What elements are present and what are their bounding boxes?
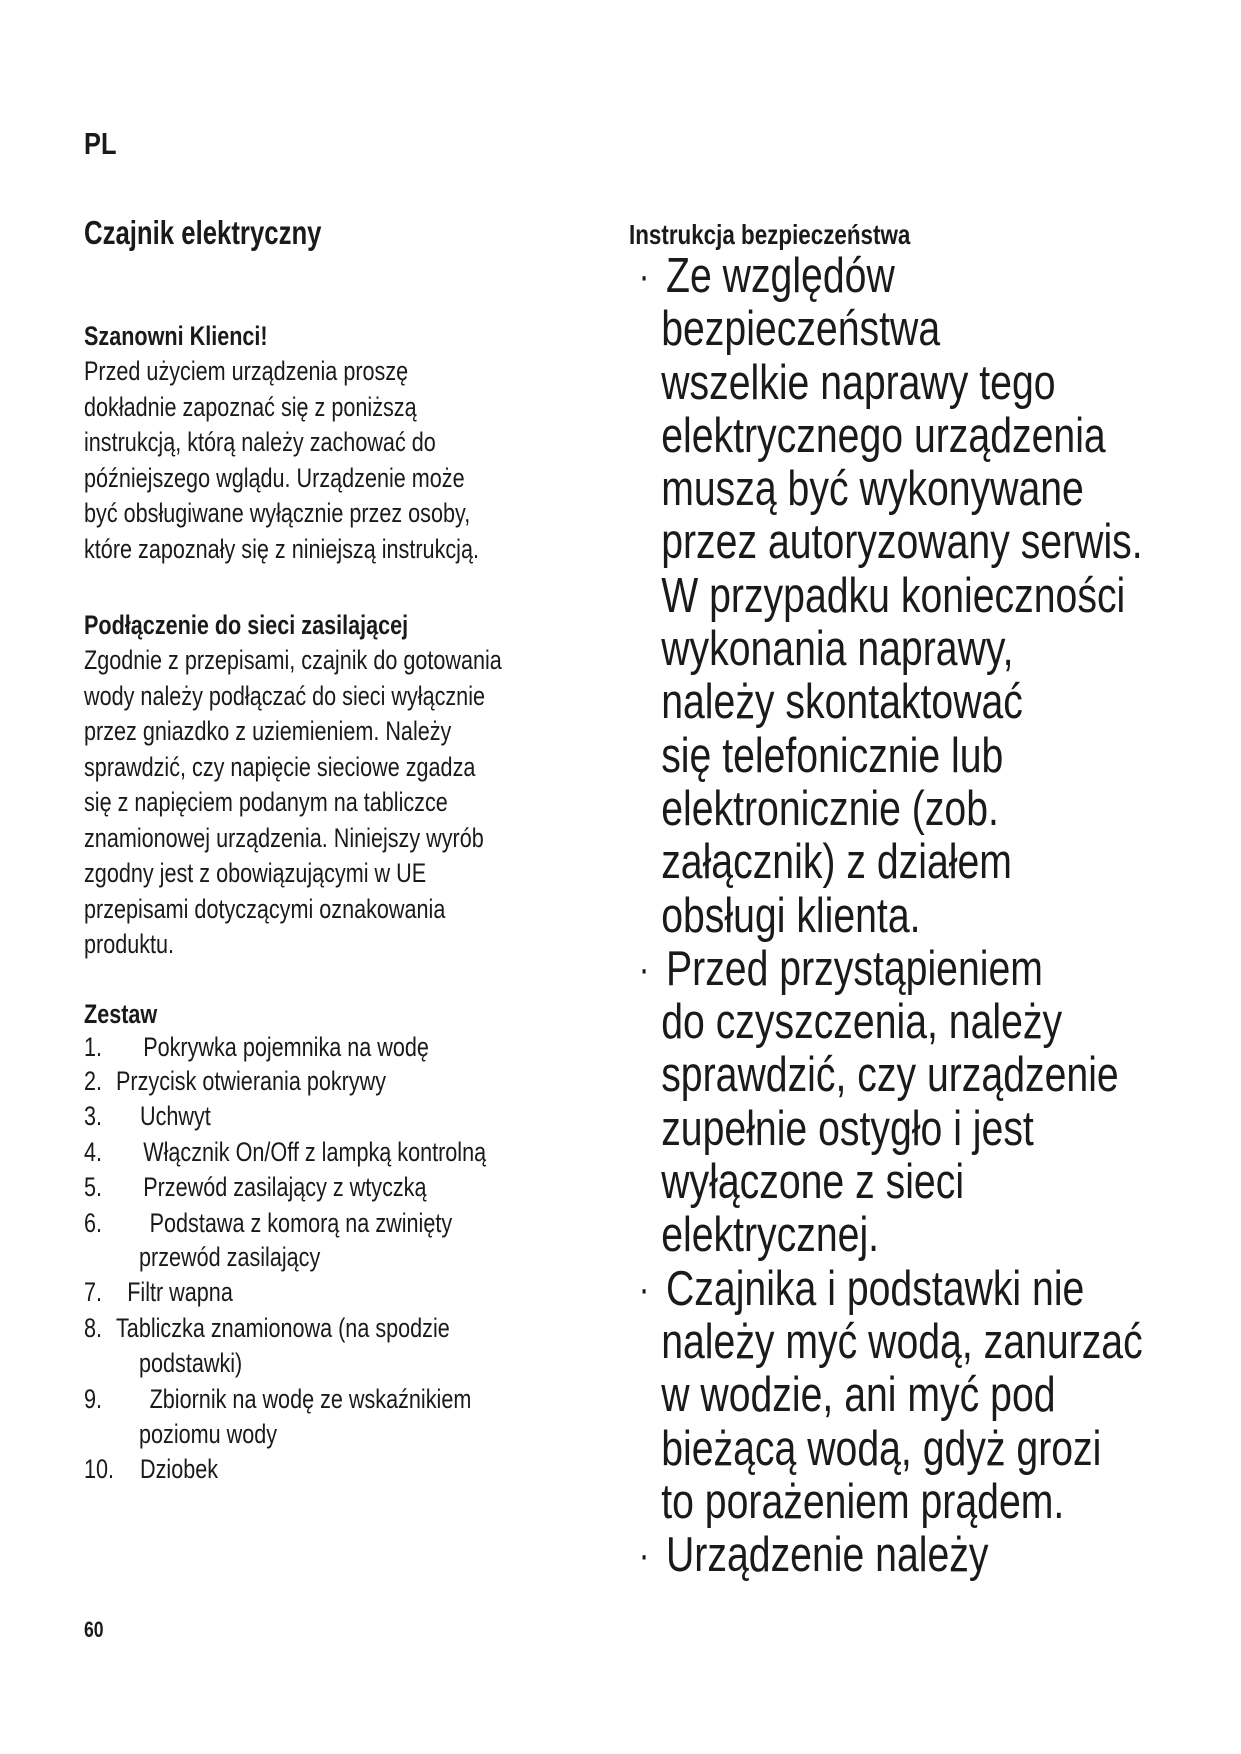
safety-line: wykonania naprawy, [661,622,1014,677]
bullet-icon: · [638,254,650,298]
greeting-line: które zapoznały się z niniejszą instrukcją. [84,533,479,564]
power-line: wody należy podłączać do sieci wyłącznie [84,680,486,711]
page-title: Czajnik elektryczny [84,214,322,251]
safety-line: muszą być wykonywane [661,462,1084,517]
set-heading: Zestaw [84,999,158,1029]
page-number: 60 [84,1617,104,1642]
power-line: produktu. [84,929,175,959]
list-item-continuation [139,1419,277,1450]
safety-line: bezpieczeństwa [661,302,941,357]
list-item-continuation [139,1348,242,1379]
power-section [84,607,606,963]
list-number: 2. [84,1066,103,1096]
safety-line: należy skontaktować [661,675,1023,730]
safety-line: · Czajnika i podstawki nie [638,1261,1085,1316]
list-text: poziomu wody [139,1419,278,1449]
safety-line: elektrycznej. [661,1208,880,1263]
power-line: znamionowej urządzenia. Niniejszy wyrób [84,822,484,853]
bullet-icon: · [638,1266,650,1311]
safety-line: obsługi klienta. [661,888,921,943]
list-text: Przycisk otwierania pokrywy [116,1066,387,1096]
list-item [84,1032,429,1063]
list-item [84,1172,427,1203]
list-text: Przewód zasilający z wtyczką [143,1172,427,1202]
safety-line: wszelkie naprawy tego [661,355,1056,410]
list-item [84,1066,386,1097]
power-line: się z napięciem podanym na tabliczce [84,787,448,817]
safety-heading: Instrukcja bezpieczeństwa [629,219,911,250]
bullet-icon: · [638,946,650,991]
list-text: podstawki) [139,1348,243,1378]
safety-line: do czyszczenia, należy [661,995,1063,1050]
list-number: 9. [84,1384,103,1414]
safety-line: · Przed przystąpieniem [638,941,1043,996]
list-text: Pokrywka pojemnika na wodę [143,1032,429,1062]
list-text: Dziobek [140,1454,219,1484]
list-number: 1. [84,1032,103,1062]
list-number: 4. [84,1137,103,1167]
safety-line: elektrycznego urządzenia [661,408,1106,463]
list-item-continuation [139,1242,320,1273]
list-item [84,1208,452,1239]
safety-line: elektronicznie (zob. [661,781,999,836]
safety-line: przez autoryzowany serwis. [661,515,1143,570]
list-text: Filtr wapna [127,1277,233,1307]
language-code: PL [84,126,117,161]
greeting-section [84,318,578,567]
safety-line: się telefonicznie lub [661,728,1004,783]
list-text: Uchwyt [140,1101,211,1131]
greeting-line: dokładnie zapoznać się z poniższą [84,391,417,422]
safety-line: W przypadku konieczności [661,568,1126,623]
greeting-line: być obsługiwane wyłącznie przez osoby, [84,498,471,528]
list-item [84,1384,471,1415]
list-number: 7. [84,1277,103,1307]
set-heading-wrap [84,996,176,1032]
bullet-icon: · [638,1533,650,1578]
safety-line: · Ze względów [638,249,895,303]
power-line: przez gniazdko z uziemieniem. Należy [84,716,452,746]
list-text: przewód zasilający [139,1242,321,1272]
safety-line: należy myć wodą, zanurzać [661,1314,1143,1369]
power-line: przepisami dotyczącymi oznakowania [84,893,446,924]
list-number: 6. [84,1208,103,1238]
list-text: Włącznik On/Off z lampką kontrolną [143,1137,487,1167]
list-number: 8. [84,1313,103,1343]
safety-line: załącznik) z działem [661,835,1012,890]
safety-text [638,249,1241,1583]
safety-line: wyłączone z sieci [661,1155,965,1210]
safety-line: w wodzie, ani myć pod [661,1368,1056,1423]
list-text: Zbiornik na wodę ze wskaźnikiem [149,1384,472,1414]
greeting-line: Przed użyciem urządzenia proszę [84,356,409,386]
greeting-line: instrukcją, którą należy zachować do [84,427,436,457]
list-item [84,1454,218,1485]
list-number: 3. [84,1101,103,1131]
safety-line: sprawdzić, czy urządzenie [661,1048,1119,1103]
list-text: Podstawa z komorą na zwinięty [149,1208,453,1238]
list-number: 5. [84,1172,103,1202]
power-line: sprawdzić, czy napięcie sieciowe zgadza [84,751,476,782]
safety-line: bieżącą wodą, gdyż grozi [661,1421,1102,1476]
power-line: zgodny jest z obowiązującymi w UE [84,858,427,888]
list-item [84,1101,211,1132]
power-line: Zgodnie z przepisami, czajnik do gotowania [84,645,502,675]
list-item [84,1137,486,1168]
list-text: Tabliczka znamionowa (na spodzie [116,1313,450,1343]
greeting-line: późniejszego wglądu. Urządzenie może [84,462,465,493]
power-heading: Podłączenie do sieci zasilającej [84,610,409,640]
list-item [84,1277,233,1308]
safety-line: to porażeniem prądem. [661,1474,1065,1529]
safety-line: · Urządzenie należy [638,1528,989,1583]
list-number: 10. [84,1454,115,1484]
list-item [84,1313,450,1344]
greeting-heading: Szanowni Klienci! [84,321,268,351]
safety-line: zupełnie ostygło i jest [661,1101,1034,1156]
